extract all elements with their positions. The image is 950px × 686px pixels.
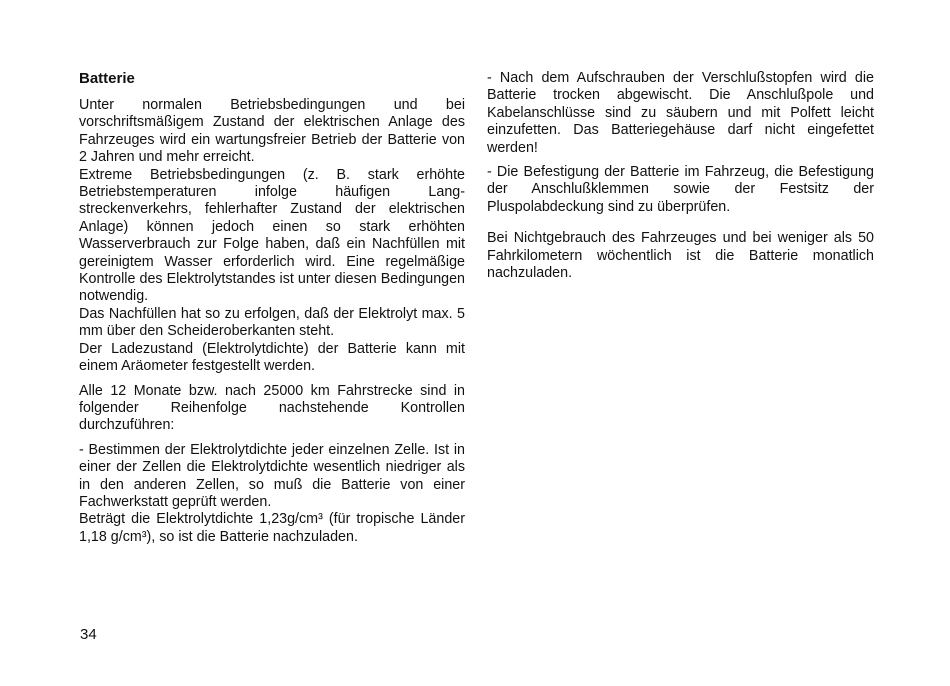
paragraph-mounting-check: - Die Befestigung der Batterie im Fahrzeug, die Befestigung der Anschlußklemmen sowie der Festsitz der Pluspolabdeckung sind zu überprüfen. [487, 164, 874, 215]
paragraph-recharge-threshold: Beträgt die Elektrolytdichte 1,23g/cm³ (für tropische Länder 1,18 g/cm³), so ist die Batterie nachzuladen. [79, 511, 465, 545]
paragraph-inspection-interval: Alle 12 Monate bzw. nach 25000 km Fahrstrecke sind in folgender Reihenfolge nachstehende Kontrollen durchzuführen: [79, 382, 465, 434]
right-column [487, 70, 874, 282]
section-heading: Batterie [79, 70, 135, 87]
paragraph-charge-state: Der Ladezustand (Elektrolytdichte) der Batterie kann mit einem Aräometer festgestellt werden. [79, 340, 465, 375]
paragraph-storage-recharge: Bei Nichtgebrauch des Fahrzeuges und bei weniger als 50 Fahrkilometern wöchentlich ist die Batterie monatlich nachzuladen. [487, 230, 874, 282]
paragraph-extreme-conditions: Extreme Betriebsbedingungen (z. B. stark erhöhte Betriebstemperaturen infolge häufigen Langstreckenverkehrs, fehlerhafter Zustand der elektrischen Anlage) können jedoch einen so stark erhöhten Wasserverbrauch zur Folge haben, daß ein Nachfüllen mit gereinigtem Wasser erforderlich wird. Eine regelmäßige Kontrolle des Elektrolytstandes ist unter diesen Bedingungen notwendig. [79, 166, 465, 305]
paragraph-refilling: Das Nachfüllen hat so zu erfolgen, daß der Elektrolyt max. 5 mm über den Scheideroberkanten steht. [79, 305, 465, 340]
left-column [79, 70, 465, 546]
page-number: 34 [80, 626, 97, 643]
paragraph-electrolyte-density-check: - Bestimmen der Elektrolytdichte jeder einzelnen Zelle. Ist in einer der Zellen die Elektrolytdichte wesentlich niedriger als in den anderen Zellen, so muß die Batterie von einer Fachwerkstatt geprüft werden. [79, 441, 465, 510]
paragraph-maintenance-free: Unter normalen Betriebsbedingungen und bei vorschriftsmäßigem Zustand der elektrischen Anlage des Fahrzeuges wird ein wartungsfreier Betrieb der Batterie von 2 Jahren und mehr erreicht. [79, 97, 465, 166]
paragraph-cleaning-terminals: - Nach dem Aufschrauben der Verschlußstopfen wird die Batterie trocken abgewischt. Die Anschlußpole und Kabelanschlüsse sind zu säubern und mit Polfett leicht einzufetten. Das Batteriegehäuse darf nicht eingefettet werden! [487, 70, 874, 156]
